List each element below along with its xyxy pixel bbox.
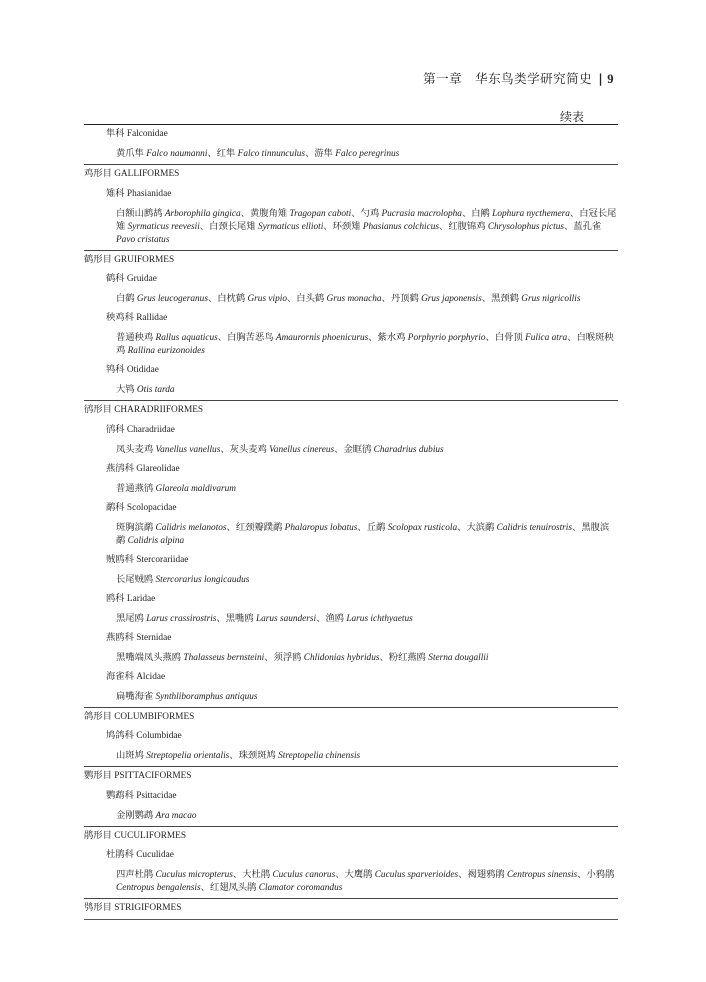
family-chinese-name: 秧鸡科 <box>106 313 137 323</box>
species-chinese-name: 丹顶鹤 <box>390 294 422 304</box>
species-latin-name: Syrmaticus ellioti <box>257 221 324 232</box>
family-row <box>84 629 618 649</box>
species-row <box>84 440 618 460</box>
family-row <box>84 270 618 290</box>
list-separator: 、 <box>381 294 391 304</box>
species-latin-name: Vanellus vanellus <box>155 444 221 455</box>
species-latin-name: Scolopax rusticola <box>387 522 458 533</box>
order-row <box>84 164 618 185</box>
family-latin-name: Columbidae <box>136 731 182 741</box>
species-row <box>84 204 618 250</box>
species-latin-name: Calidris tenuirostris <box>496 522 572 533</box>
order-latin-name: STRIGIFORMES <box>114 903 182 913</box>
list-separator: 、 <box>379 652 389 663</box>
species-latin-name: Clamator coromandus <box>258 883 343 893</box>
species-chinese-name: 白鹇 <box>471 208 493 219</box>
species-chinese-name: 红腹锦鸡 <box>448 221 488 232</box>
species-chinese-name: 山斑鸠 <box>116 751 147 761</box>
species-latin-name: Vanellus cinereus <box>269 444 335 455</box>
order-chinese-name: 鹦形目 <box>84 771 115 781</box>
order-latin-name: COLUMBIFORMES <box>114 711 195 722</box>
family-latin-name: Sternidae <box>136 632 172 643</box>
list-separator: 、 <box>577 870 587 880</box>
species-chinese-name: 珠颈斑鸠 <box>238 751 279 761</box>
list-separator: 、 <box>439 221 449 232</box>
family-row <box>84 787 618 807</box>
species-latin-name: Calidris alpina <box>127 535 185 546</box>
species-latin-name: Rallus aquaticus <box>155 333 218 343</box>
species-chinese-name: 白喉斑秧鸡 <box>116 333 614 356</box>
family-chinese-name: 鹬科 <box>106 502 127 513</box>
family-latin-name: Laridae <box>126 593 156 604</box>
order-row <box>84 250 618 271</box>
species-chinese-name: 白胸苦恶鸟 <box>227 333 276 343</box>
family-latin-name: Charadriidae <box>126 424 175 435</box>
species-latin-name: Grus japonensis <box>421 294 482 304</box>
species-row <box>84 609 618 629</box>
order-chinese-name: 鸽形目 <box>84 711 115 722</box>
family-latin-name: Stercorariidae <box>136 554 189 565</box>
family-chinese-name: 贼鸥科 <box>106 554 137 565</box>
order-latin-name: GALLIFORMES <box>114 169 180 179</box>
species-chinese-name: 黄爪隼 <box>116 149 147 159</box>
species-row <box>84 687 618 707</box>
species-chinese-name: 大杜鹃 <box>242 870 273 880</box>
species-table <box>84 124 618 920</box>
species-latin-name: Ara macao <box>155 810 197 821</box>
family-chinese-name: 鸨科 <box>106 365 127 375</box>
family-chinese-name: 鸥科 <box>106 593 127 604</box>
family-chinese-name: 燕鸻科 <box>106 463 137 474</box>
species-row <box>84 290 618 310</box>
species-chinese-name: 褐翅鸦鹃 <box>467 870 507 880</box>
family-latin-name: Psittacidae <box>136 790 177 801</box>
species-latin-name: Stercorarius longicaudus <box>155 574 250 585</box>
species-latin-name: Amaurornis phoenicurus <box>275 333 369 343</box>
list-separator: 、 <box>220 444 230 455</box>
order-row <box>84 400 618 421</box>
species-latin-name: Phasianus colchicus <box>362 221 439 232</box>
species-chinese-name: 大鸨 <box>116 385 137 395</box>
family-chinese-name: 隼科 <box>106 129 127 139</box>
order-chinese-name: 鸡形目 <box>84 169 115 179</box>
species-latin-name: Falco peregrinus <box>335 149 400 159</box>
list-separator: 、 <box>232 870 243 880</box>
species-chinese-name: 长尾贼鸥 <box>116 574 156 585</box>
list-separator: 、 <box>572 522 582 533</box>
species-chinese-name: 白枕鹤 <box>217 294 248 304</box>
list-separator: 、 <box>240 208 250 219</box>
species-latin-name: Centropus bengalensis <box>116 883 201 893</box>
species-chinese-name: 普通秧鸡 <box>116 333 156 343</box>
species-latin-name: Cuculus sparverioides <box>374 870 459 880</box>
species-chinese-name: 黑颈鹤 <box>491 294 522 304</box>
species-chinese-name: 白额山鹧鸪 <box>116 208 165 219</box>
family-row <box>84 185 618 205</box>
species-row <box>84 570 618 590</box>
order-latin-name: CHARADRIIFORMES <box>114 405 204 415</box>
order-latin-name: PSITTACIFORMES <box>114 771 192 781</box>
family-chinese-name: 杜鹃科 <box>106 850 137 860</box>
order-chinese-name: 鹃形目 <box>84 830 115 841</box>
species-chinese-name: 黑嘴端凤头燕鸥 <box>116 652 184 663</box>
species-latin-name: Grus nigricollis <box>521 294 581 304</box>
species-chinese-name: 白颈长尾雉 <box>209 221 258 232</box>
species-chinese-name: 红翅凤头鹃 <box>209 883 259 893</box>
species-row <box>84 145 618 165</box>
family-latin-name: Alcidae <box>136 671 166 682</box>
species-row <box>84 747 618 767</box>
species-row <box>84 806 618 826</box>
order-row <box>84 766 618 787</box>
family-latin-name: Cuculidae <box>136 850 174 860</box>
species-latin-name: Lophura nycthemera <box>492 208 570 219</box>
species-latin-name: Arborophila gingica <box>164 208 241 219</box>
species-chinese-name: 凤头麦鸡 <box>116 444 156 455</box>
family-row <box>84 460 618 480</box>
list-separator: 、 <box>200 883 210 893</box>
family-row <box>84 590 618 610</box>
family-row <box>84 668 618 688</box>
family-latin-name: Phasianidae <box>126 188 172 199</box>
order-latin-name: GRUIFORMES <box>114 254 175 265</box>
family-chinese-name: 雉科 <box>106 188 127 199</box>
list-separator: 、 <box>351 208 361 219</box>
species-latin-name: Cuculus micropterus <box>155 870 233 880</box>
list-separator: 、 <box>481 294 492 304</box>
list-separator: 、 <box>323 221 333 232</box>
family-row <box>84 125 618 145</box>
family-chinese-name: 鸻科 <box>106 424 127 435</box>
family-chinese-name: 鹦鹉科 <box>106 790 137 801</box>
list-separator: 、 <box>207 149 217 159</box>
species-chinese-name: 白鹤 <box>116 294 137 304</box>
family-latin-name: Scolopacidae <box>126 502 177 513</box>
species-latin-name: Glareola maldivarum <box>155 483 236 494</box>
order-latin-name: CUCULIFORMES <box>114 830 187 841</box>
list-separator: 、 <box>357 522 367 533</box>
family-row <box>84 499 618 519</box>
species-chinese-name: 黑腹滨鹬 <box>116 522 610 546</box>
list-separator: 、 <box>564 221 574 232</box>
species-latin-name: Larus saundersi <box>255 613 317 624</box>
species-latin-name: Falco tinnunculus <box>237 149 306 159</box>
species-latin-name: Calidris melanotos <box>155 522 227 533</box>
species-latin-name: Grus vipio <box>247 294 287 304</box>
species-latin-name: Pucrasia macrolopha <box>381 208 462 219</box>
species-row <box>84 329 618 362</box>
family-row <box>84 551 618 571</box>
species-chinese-name: 四声杜鹃 <box>116 870 156 880</box>
family-row <box>84 846 618 866</box>
species-chinese-name: 粉红燕鸥 <box>388 652 429 663</box>
family-chinese-name: 鸠鸽科 <box>106 731 137 741</box>
family-row <box>84 361 618 381</box>
species-row <box>84 866 618 899</box>
species-latin-name: Falco naumanni <box>146 149 208 159</box>
separator: | <box>598 71 604 86</box>
list-separator: 、 <box>226 522 236 533</box>
species-chinese-name: 环颈雉 <box>332 221 363 232</box>
species-chinese-name: 大鹰鹃 <box>344 870 375 880</box>
species-chinese-name: 蓝孔雀 <box>573 221 602 232</box>
list-separator: 、 <box>335 870 345 880</box>
page-number: 9 <box>607 72 614 86</box>
species-chinese-name: 扁嘴海雀 <box>116 691 156 702</box>
species-latin-name: Syrmaticus reevesii <box>127 221 200 232</box>
family-latin-name: Gruidae <box>126 274 157 284</box>
list-separator: 、 <box>207 294 218 304</box>
list-separator: 、 <box>216 613 226 624</box>
species-row <box>84 479 618 499</box>
species-latin-name: Sterna dougallii <box>428 652 489 663</box>
family-latin-name: Rallidae <box>136 313 168 323</box>
species-latin-name: Centropus sinensis <box>506 870 578 880</box>
species-chinese-name: 黑嘴鸥 <box>225 613 256 624</box>
list-separator: 、 <box>217 333 228 343</box>
list-separator: 、 <box>368 333 378 343</box>
species-chinese-name: 渔鸥 <box>325 613 347 624</box>
running-head <box>423 69 614 87</box>
list-separator: 、 <box>229 751 239 761</box>
species-chinese-name: 游隼 <box>314 149 336 159</box>
chapter-title: 第一章 华东鸟类学研究简史 <box>423 71 593 86</box>
species-latin-name: Larus crassirostris <box>146 613 217 624</box>
species-chinese-name: 斑胸滨鹬 <box>116 522 156 533</box>
continued-label: 续表 <box>559 110 584 124</box>
family-chinese-name: 燕鸥科 <box>106 632 137 643</box>
species-row <box>84 381 618 401</box>
species-chinese-name: 大滨鹬 <box>466 522 497 533</box>
species-latin-name: Phalaropus lobatus <box>284 522 358 533</box>
species-latin-name: Pavo cristatus <box>116 234 170 245</box>
list-separator: 、 <box>286 294 297 304</box>
list-separator: 、 <box>305 149 315 159</box>
family-latin-name: Glareolidae <box>136 463 180 474</box>
species-chinese-name: 白头鹤 <box>296 294 327 304</box>
species-chinese-name: 须浮鸥 <box>273 652 304 663</box>
species-latin-name: Tragopan caboti <box>289 208 352 219</box>
species-latin-name: Streptopelia chinensis <box>278 751 361 761</box>
species-chinese-name: 勺鸡 <box>360 208 382 219</box>
species-row <box>84 648 618 668</box>
list-separator: 、 <box>264 652 274 663</box>
list-separator: 、 <box>334 444 344 455</box>
species-row <box>84 518 618 551</box>
species-chinese-name: 黄腹角雉 <box>249 208 290 219</box>
list-separator: 、 <box>461 208 472 219</box>
order-row <box>84 707 618 728</box>
species-latin-name: Rallina eurizonoides <box>127 346 205 356</box>
family-row <box>84 727 618 747</box>
list-separator: 、 <box>316 613 326 624</box>
family-latin-name: Falconidae <box>126 129 168 139</box>
species-chinese-name: 灰头麦鸡 <box>229 444 270 455</box>
family-latin-name: Otididae <box>126 365 159 375</box>
species-latin-name: Chrysolophus pictus <box>487 221 565 232</box>
species-chinese-name: 黑尾鸥 <box>116 613 147 624</box>
list-separator: 、 <box>485 333 495 343</box>
order-chinese-name: 鹤形目 <box>84 254 115 265</box>
family-chinese-name: 海雀科 <box>106 671 137 682</box>
species-chinese-name: 红隼 <box>216 149 238 159</box>
species-latin-name: Streptopelia orientalis <box>146 751 230 761</box>
list-separator: 、 <box>457 522 467 533</box>
species-chinese-name: 紫水鸡 <box>377 333 408 343</box>
order-row <box>84 826 618 847</box>
species-chinese-name: 丘鹬 <box>366 522 388 533</box>
species-chinese-name: 小鸦鹃 <box>586 870 615 880</box>
species-chinese-name: 金眶鸻 <box>343 444 374 455</box>
order-chinese-name: 鸻形目 <box>84 405 115 415</box>
species-chinese-name: 白骨顶 <box>494 333 526 343</box>
species-chinese-name: 白冠长尾雉 <box>116 208 617 232</box>
species-latin-name: Cuculus canorus <box>272 870 336 880</box>
species-chinese-name: 红颈瓣蹼鹬 <box>235 522 285 533</box>
species-latin-name: Charadrius dubius <box>373 444 444 455</box>
list-separator: 、 <box>567 333 577 343</box>
species-chinese-name: 金刚鹦鹉 <box>116 810 156 821</box>
family-row <box>84 421 618 441</box>
species-chinese-name: 普通燕鸻 <box>116 483 156 494</box>
family-chinese-name: 鹤科 <box>106 274 127 284</box>
species-latin-name: Grus monacha <box>326 294 382 304</box>
species-latin-name: Grus leucogeranus <box>136 294 208 304</box>
species-latin-name: Synthliboramphus antiquus <box>155 691 258 702</box>
species-latin-name: Otis tarda <box>136 385 175 395</box>
list-separator: 、 <box>199 221 210 232</box>
order-chinese-name: 鸮形目 <box>84 903 115 913</box>
species-latin-name: Larus ichthyaetus <box>346 613 413 624</box>
species-latin-name: Fulica atra <box>525 333 568 343</box>
species-latin-name: Thalasseus bernsteini <box>183 652 265 663</box>
species-latin-name: Porphyrio porphyrio <box>407 333 486 343</box>
family-row <box>84 309 618 329</box>
species-latin-name: Chlidonias hybridus <box>303 652 380 663</box>
list-separator: 、 <box>458 870 468 880</box>
list-separator: 、 <box>569 208 580 219</box>
order-row <box>84 898 618 919</box>
